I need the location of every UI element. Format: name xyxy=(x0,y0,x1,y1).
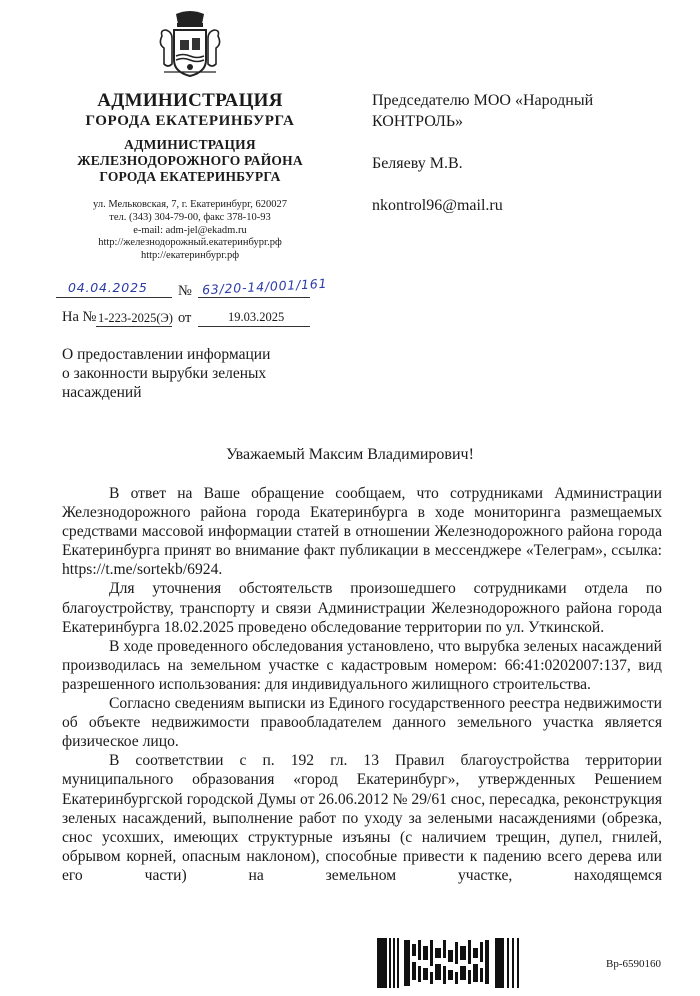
body-paragraph: В соответствии с п. 192 гл. 13 Правил благоустройства территории муниципального образования «город Екатеринбург», утвержденных Решением Екатеринбургской городской Думы от 26.06.2012 № 29/61 снос, пересадка, реконструкция зеленых насаждений, выполнение работ по уходу за зелеными насаждениями (обрезка, снос усохших, имеющих структурные изъяны (с наличием трещин, дупел, гнилей, обрывом корней, опасным наклоном), способные привести к падению всего дерева или его части) на земельном участке, находящемся xyxy=(62,752,662,884)
body-paragraph: В ответ на Ваше обращение сообщаем, что сотрудниками Администрации Железнодорожного района города Екатеринбурга в ходе мониторинга размещаемых средствами массовой информации статей в отношении Железнодорожного района города Екатеринбурга принят во внимание факт публикации в мессенджере «Телеграм», ссылка: https://t.me/sortekb/6924. xyxy=(62,485,662,579)
date-underline xyxy=(56,297,172,298)
outgoing-number: 63/20-14/001/161 xyxy=(201,275,328,298)
city-emblem-icon xyxy=(150,8,230,84)
subject-line2: о законности вырубки зеленых xyxy=(62,365,267,382)
reply-date-underline xyxy=(198,326,310,327)
contact-address: ул. Мельковская, 7, г. Екатеринбург, 620027 xyxy=(93,199,287,210)
recipient-position-line2: КОНТРОЛЬ» xyxy=(372,113,464,130)
header-district-line2: ЖЕЛЕЗНОДОРОЖНОГО РАЙОНА xyxy=(77,153,303,168)
barcode-icon xyxy=(377,936,539,990)
subject-line3: насаждений xyxy=(62,384,142,401)
reply-number-underline xyxy=(96,326,172,327)
number-label: № xyxy=(178,283,192,299)
greeting: Уважаемый Максим Владимирович! xyxy=(226,446,474,463)
reply-number: 1-223-2025(Э) xyxy=(98,311,173,325)
contact-email[interactable]: e-mail: adm-jel@ekadm.ru xyxy=(133,224,247,236)
reply-label: На № xyxy=(62,309,97,325)
body-paragraph: В ходе проведенного обследования установлено, что вырубка зеленых насаждений производилась на земельном участке с кадастровым номером: 66:41:0202007:137, вид разрешенного использования: для индивидуального жилищного строительства. xyxy=(62,637,662,693)
subject-line1: О предоставлении информации xyxy=(62,346,271,363)
header-district-line3: ГОРОДА ЕКАТЕРИНБУРГА xyxy=(99,169,281,184)
from-label: от xyxy=(178,310,192,326)
letter-body xyxy=(62,484,662,885)
contact-info xyxy=(40,199,340,263)
outgoing-date: 04.04.2025 xyxy=(68,280,148,295)
contact-phone: тел. (343) 304-79-00, факс 378-10-93 xyxy=(109,211,271,223)
recipient-email[interactable]: nkontrol96@mail.ru xyxy=(372,197,503,214)
recipient-position-line1: Председателю МОО «Народный xyxy=(372,92,594,109)
contact-site-city[interactable]: http://екатеринбург.рф xyxy=(140,250,240,262)
header-district-line1: АДМИНИСТРАЦИЯ xyxy=(124,137,256,152)
recipient-block xyxy=(372,90,593,216)
body-paragraph: Для уточнения обстоятельств произошедшего сотрудниками отдела по благоустройству, транспорту и связи Администрации Железнодорожного района города Екатеринбурга 18.02.2025 проведено обследование территории по ул. Уткинской. xyxy=(62,580,662,636)
reply-date: 19.03.2025 xyxy=(228,310,285,324)
header-subtitle-city: ГОРОДА ЕКАТЕРИНБУРГА xyxy=(85,113,295,129)
header-title-city-admin: АДМИНИСТРАЦИЯ xyxy=(97,90,283,111)
number-underline xyxy=(198,297,310,298)
header-district-admin xyxy=(40,137,340,185)
letter-subject xyxy=(62,345,302,402)
registration-code: Вр-6590160 xyxy=(606,958,661,970)
body-paragraph: Согласно сведениям выписки из Единого государственного реестра недвижимости об объекте недвижимости правообладателем данного земельного участка является физическое лицо. xyxy=(62,695,662,751)
recipient-name: Беляеву М.В. xyxy=(372,155,463,172)
contact-site-district[interactable]: http://железнодорожный.екатеринбург.рф xyxy=(98,237,282,249)
